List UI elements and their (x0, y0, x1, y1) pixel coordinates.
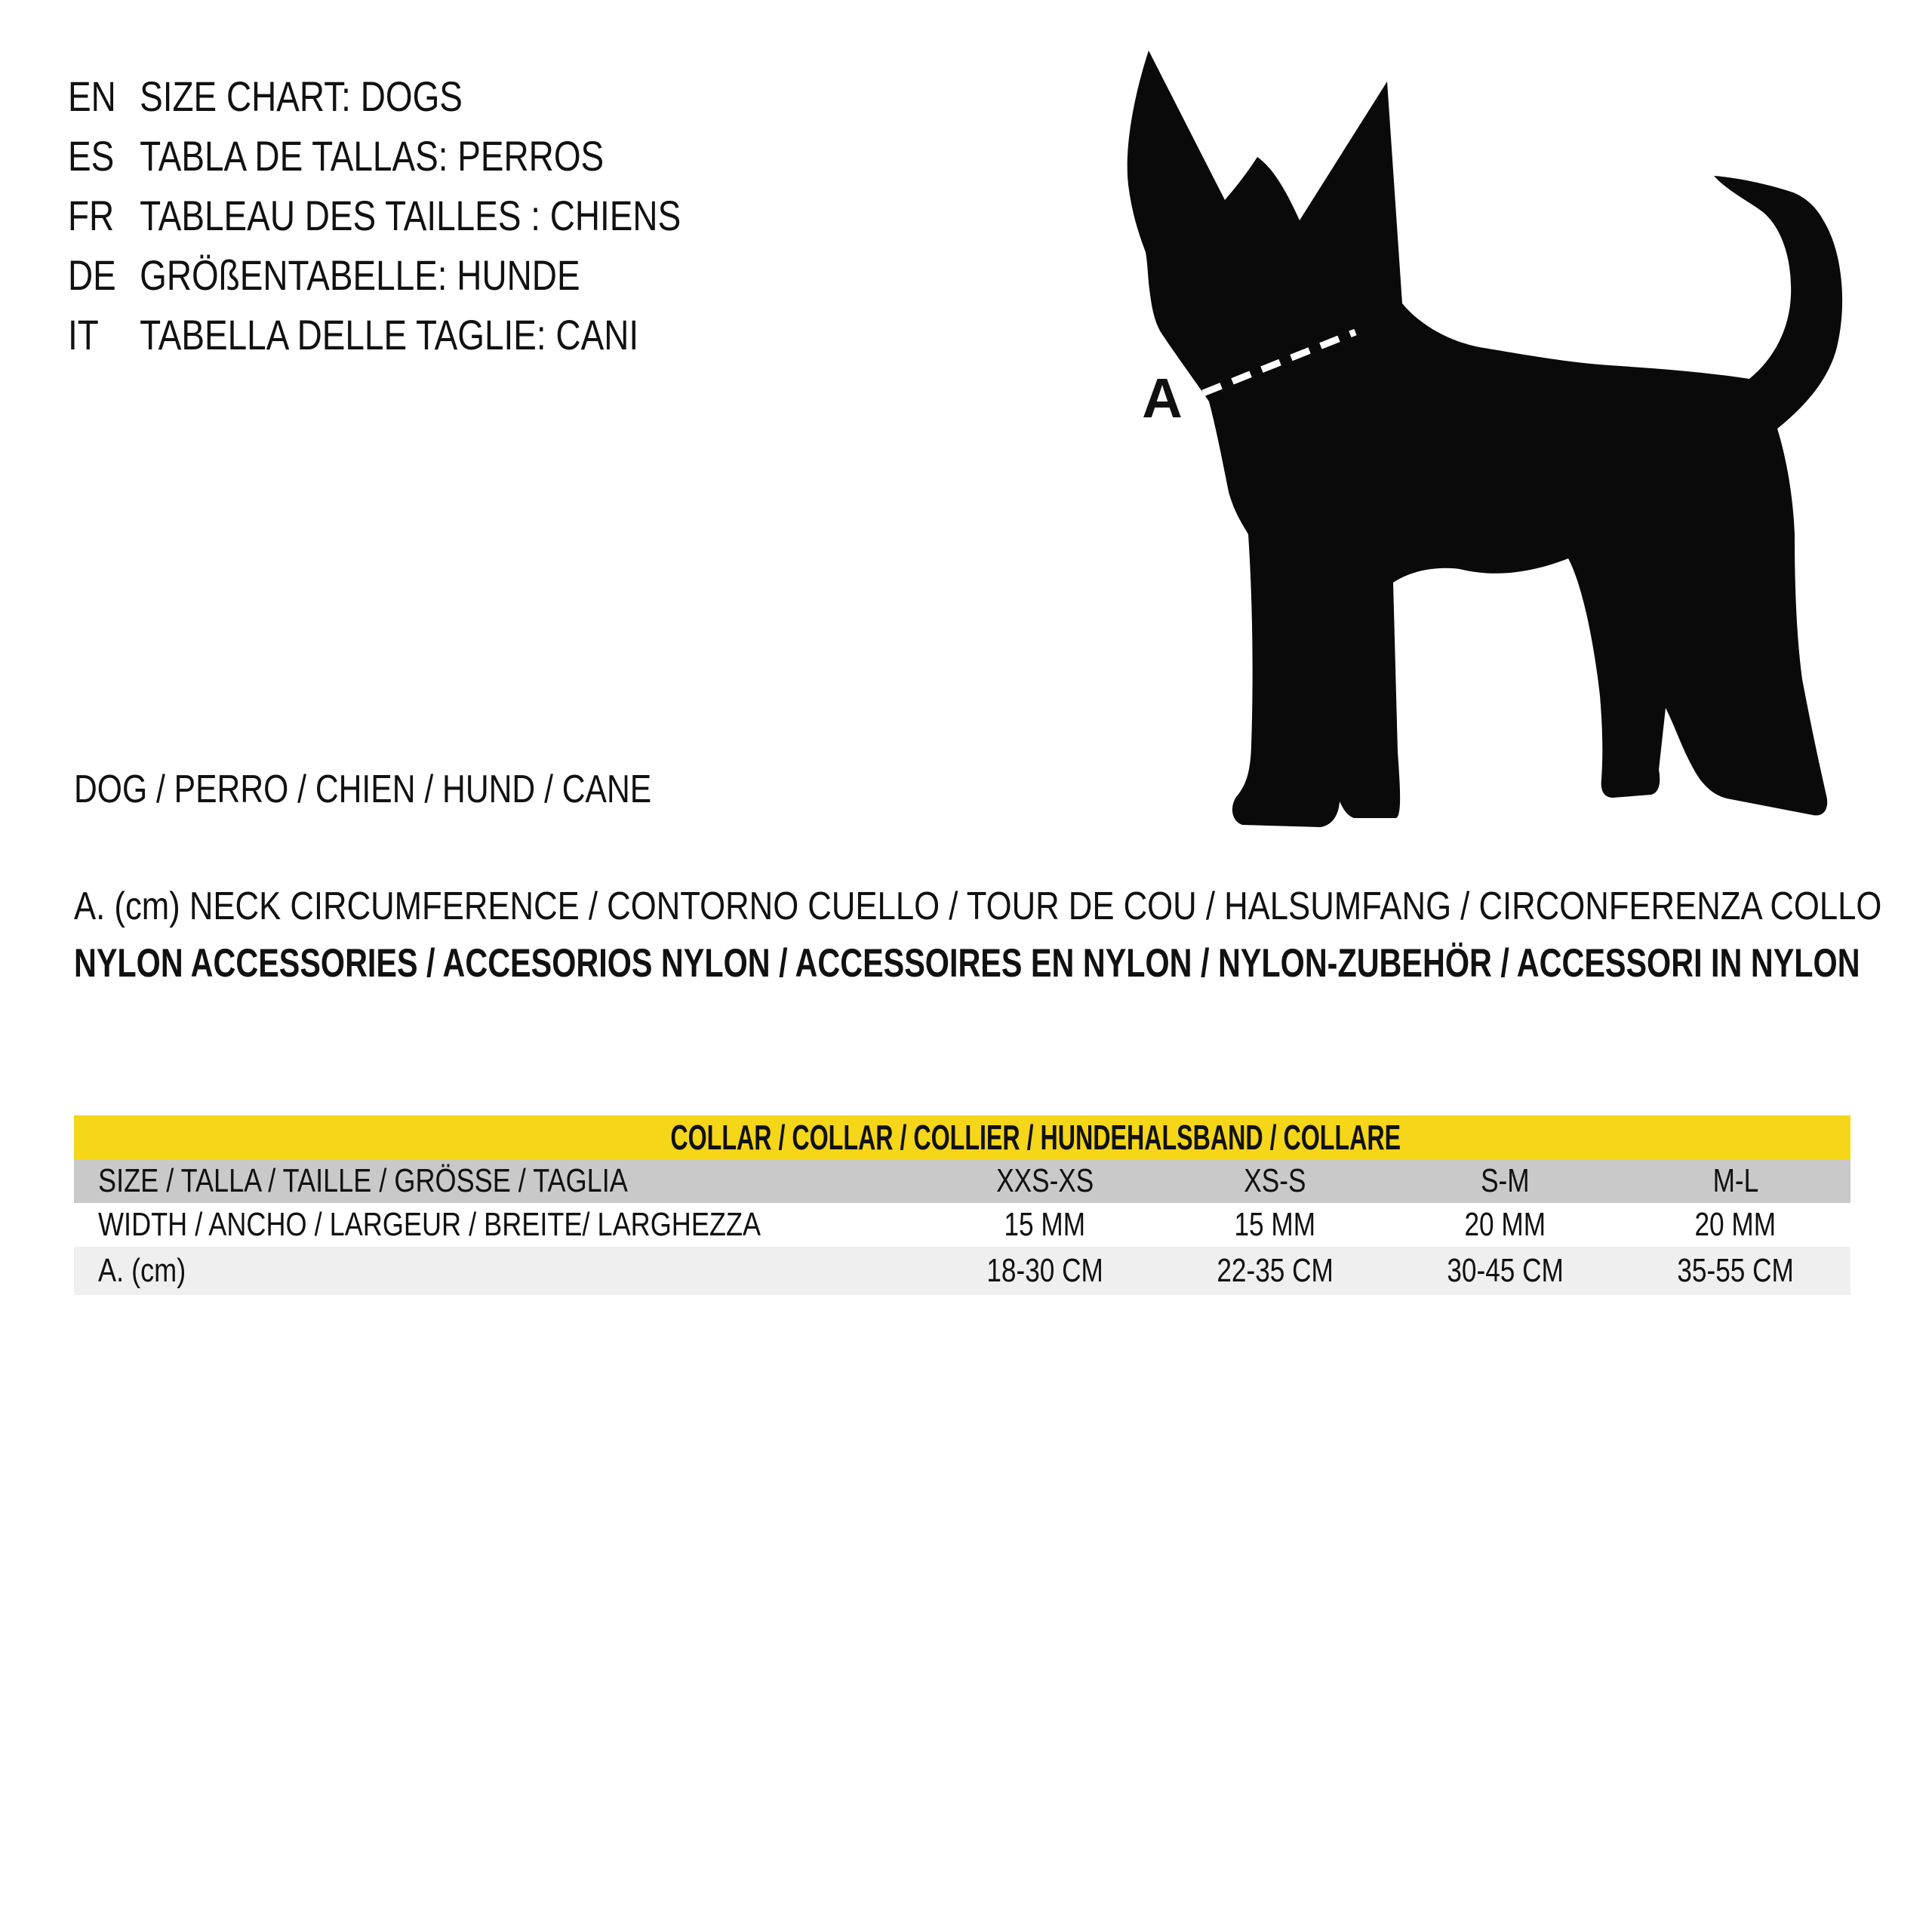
language-row-fr (68, 186, 816, 245)
row-label-neck-cm: A. (cm) (98, 1252, 186, 1289)
size-chart-title-it: TABELLA DELLE TAGLIE: CANI (140, 310, 639, 358)
dog-silhouette-icon (1079, 30, 1879, 845)
neck-value-1: 18-30 CM (986, 1252, 1103, 1289)
dog-caption (74, 770, 778, 809)
language-code: DE (68, 251, 116, 299)
width-value-1: 15 MM (1004, 1206, 1086, 1243)
measurement-legend-text: A. (cm) NECK CIRCUMFERENCE / CONTORNO CUELLO / TOUR DE COU / HALSUMFANG / CIRCONFERENZA COLLO (74, 884, 1882, 928)
row-label-width: WIDTH / ANCHO / LARGEUR / BREITE/ LARGHEZZA (98, 1206, 761, 1243)
language-row-es (68, 126, 816, 186)
neck-value-2: 22-35 CM (1217, 1252, 1334, 1289)
material-note (74, 941, 1932, 986)
size-chart-title-es: TABLA DE TALLAS: PERROS (140, 131, 605, 180)
measure-point-a-label: A (1142, 367, 1183, 429)
material-note-text: NYLON ACCESSORIES / ACCESORIOS NYLON / ACCESSOIRES EN NYLON / NYLON-ZUBEHÖR / ACCESSORI IN NYLON (74, 941, 1860, 986)
row-label-size: SIZE / TALLA / TAILLE / GRÖSSE / TAGLIA (98, 1162, 628, 1199)
language-title-list (68, 66, 816, 365)
size-value-xxs-xs: XXS-XS (995, 1162, 1094, 1199)
language-code: IT (68, 310, 99, 358)
size-value-s-m: S-M (1481, 1162, 1530, 1199)
language-code: ES (68, 131, 115, 180)
size-chart-title-fr: TABLEAU DES TAILLES : CHIENS (140, 191, 681, 239)
collar-table-header-text: COLLAR / COLLAR / COLLIER / HUNDEHALSBAND / COLLARE (670, 1118, 1401, 1157)
table-row-width (74, 1203, 1850, 1247)
language-code: FR (68, 191, 115, 239)
dog-body-shape (1128, 51, 1842, 827)
table-row-size (74, 1159, 1850, 1203)
neck-value-3: 30-45 CM (1447, 1252, 1564, 1289)
collar-size-table (74, 1115, 1850, 1295)
collar-table-header (74, 1115, 1850, 1159)
width-value-3: 20 MM (1464, 1206, 1546, 1243)
size-value-xs-s: XS-S (1244, 1162, 1306, 1199)
size-chart-title-de: GRÖßENTABELLE: HUNDE (140, 251, 580, 299)
width-value-4: 20 MM (1694, 1206, 1777, 1243)
dog-silhouette-figure (1079, 30, 1879, 845)
language-code: EN (68, 72, 116, 120)
language-row-en (68, 66, 816, 126)
table-row-neck-cm (74, 1247, 1850, 1295)
size-chart-title: SIZE CHART: DOGS (140, 72, 463, 120)
width-value-2: 15 MM (1234, 1206, 1316, 1243)
language-row-de (68, 245, 816, 305)
size-value-m-l: M-L (1712, 1162, 1758, 1199)
neck-value-4: 35-55 CM (1677, 1252, 1794, 1289)
dog-caption-text: DOG / PERRO / CHIEN / HUND / CANE (74, 768, 652, 811)
measurement-legend (74, 884, 1932, 928)
language-row-it (68, 305, 816, 365)
